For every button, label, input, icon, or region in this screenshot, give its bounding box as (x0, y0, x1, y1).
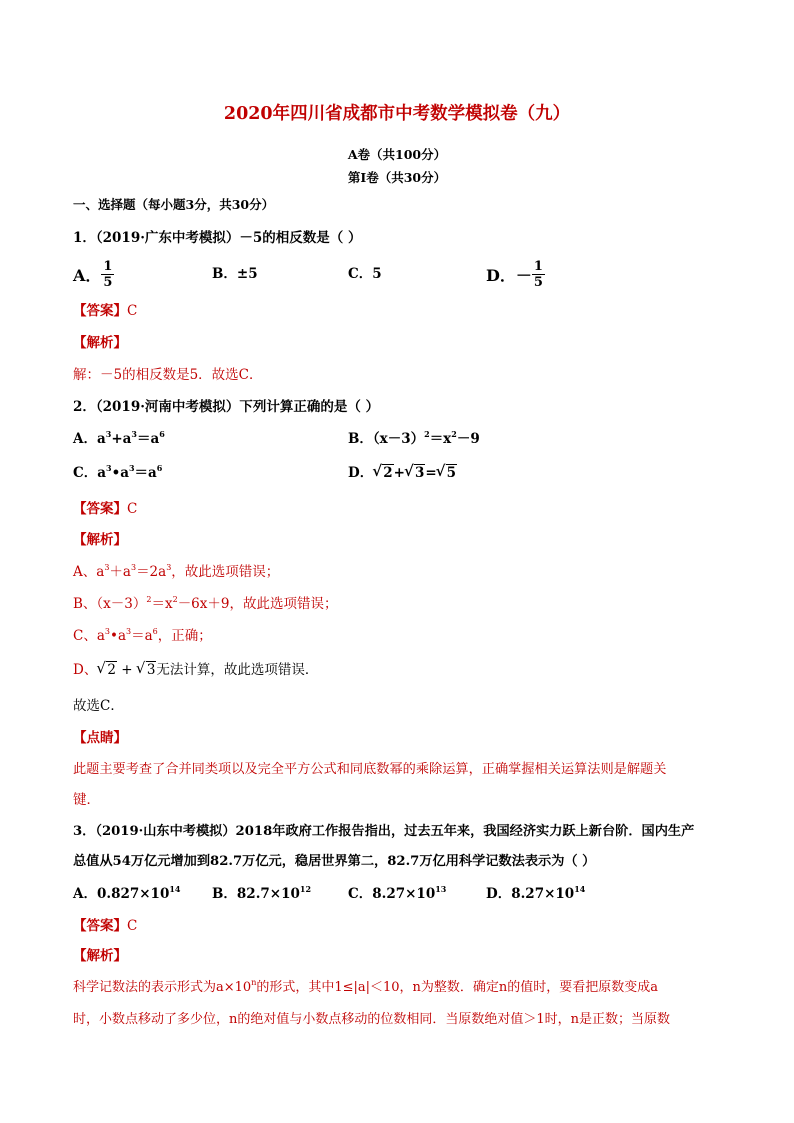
q2-answer: 【答案】C (73, 501, 138, 517)
q3-stem-line1: 3．（2019·山东中考模拟）2018年政府工作报告指出，过去五年来，我国经济实力跃上新台阶．国内生产 (73, 824, 695, 839)
q2-option-a: A．$a^3+a^3=a^6$ (73, 429, 165, 447)
q2-option-d: D．√ 2+√ 3=√ 5 (348, 464, 457, 482)
q2-comment-line2: 键． (73, 792, 100, 808)
q2-stem: 2．（2019·河南中考模拟）下列计算正确的是（ ） (73, 399, 380, 415)
exam-title: 2020年四川省成都市中考数学模拟卷（九） (223, 104, 571, 124)
q2-analysis-d: D、√ 2 + √ 3无法计算，故此选项错误． (73, 661, 318, 679)
q2-conclusion: 故选C． (73, 698, 124, 714)
sqrt-expression: √ 3 (137, 661, 157, 679)
q3-option-a: A．$0.827\times 10^{14}$ (73, 884, 181, 902)
part-one-heading: 第Ⅰ卷（共30分） (347, 170, 447, 185)
q2-analysis-c: C、$a^3•a^3=a^6$，正确； (73, 627, 212, 644)
fraction: $\frac{1}{5}$ (103, 258, 113, 290)
section-heading: 一、选择题（每小题3分，共30分） (73, 197, 275, 212)
q3-analysis-line1: 科学记数法的表示形式为$a\times 10^n$的形式，其中1≤|a|＜10，n为整数．确定n的值时，要看把原数变成a (73, 978, 659, 995)
q3-answer: 【答案】C (73, 918, 138, 934)
q2-comment-label: 【点睛】 (73, 730, 127, 746)
sqrt-expression: √ 2 (97, 661, 117, 679)
q2-analysis-b: B、$(x-3)^2=x^2-6x+9$，故此选项错误； (73, 595, 338, 612)
sqrt-expression: √ 2 (373, 464, 393, 482)
sqrt-expression: √ 5 (437, 464, 457, 482)
q1-option-c: C．5 (348, 266, 382, 282)
q2-analysis-a: A、$a^3+a^3=2a^3$，故此选项错误； (73, 563, 280, 580)
q1-option-b: B．±5 (212, 266, 258, 282)
q1-analysis-label: 【解析】 (73, 335, 127, 351)
q3-option-b: B．$82.7\times 10^{12}$ (212, 884, 312, 902)
q3-option-c: C．$8.27\times 10^{13}$ (348, 884, 447, 902)
q3-stem-line2: 总值从54万亿元增加到82.7万亿元，稳居世界第二，82.7万亿用科学记数法表示为（ ） (73, 854, 596, 869)
fraction: $\frac{1}{5}$ (533, 258, 543, 290)
q3-analysis-label: 【解析】 (73, 948, 127, 964)
q2-option-b: B．$(x-3)^2=x^2-9$ (348, 429, 480, 447)
q2-comment-line1: 此题主要考查了合并同类项以及完全平方公式和同底数幂的乘除运算，正确掌握相关运算法则是解题关 (73, 762, 667, 777)
q1-analysis: 解：－5的相反数是5．故选C． (73, 367, 263, 383)
sqrt-expression: √ 3 (405, 464, 425, 482)
q1-stem: 1．（2019·广东中考模拟）－5的相反数是（ ） (73, 230, 362, 246)
q1-option-d: D．－ $\frac{1}{5}$ (486, 258, 543, 290)
q3-analysis-line2: 时，小数点移动了多少位，n的绝对值与小数点移动的位数相同．当原数绝对值＞1时，n是正数；当原数 (73, 1012, 671, 1027)
q1-option-a: A． $\frac{1}{5}$ (73, 258, 113, 290)
q2-option-c: C．$a^3•a^3=a^6$ (73, 463, 163, 481)
q2-analysis-label: 【解析】 (73, 532, 127, 548)
q1-answer: 【答案】C (73, 303, 138, 319)
q3-option-d: D．$8.27\times 10^{14}$ (486, 884, 586, 902)
section-a-heading: A卷（共100分） (347, 147, 447, 162)
